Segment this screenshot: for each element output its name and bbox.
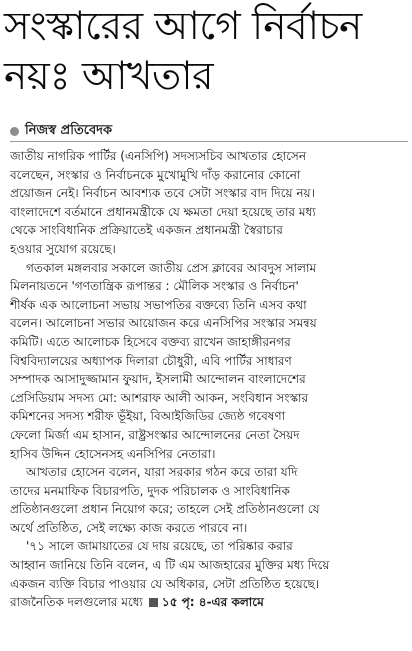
article-body [10,147,408,612]
headline-line-2: নয়ঃ আখতার [4,54,214,99]
text-line: শীর্ষক এক আলোচনা সভায় সভাপতির বক্তব্যে তিনি এসব কথা [10,297,307,312]
divider [10,141,408,142]
text-line: বাংলাদেশে বর্তমানে প্রধানমন্ত্রীকে যে ক্ষমতা দেয়া হয়েছে তার মধ্য [10,204,316,219]
text-line: ফেলো মির্জা এম হাসান, রাষ্ট্রসংস্কার আন্দোলনের নেতা সৈয়দ [10,427,300,442]
continuation-text: ১৫ পৃ: ৪-এর কলামে [161,595,264,610]
text-line: হাসিব উদ্দিন হোসেনসহ এনসিপির নেতারা। [10,446,216,461]
square-icon [149,598,158,607]
text-line: বলেন। আলোচনা সভার আয়োজন করে এনসিপির সংস্কার সমন্বয় [10,316,317,331]
last-line [10,593,408,612]
article-paragraph [10,259,408,464]
text-line: প্রেসিডিয়াম সদস্য মো: আশরাফ আলী আকন, সংবিধান সংস্কার [10,390,309,405]
text-line: আখতার হোসেন বলেন, যারা সরকার গঠন করে তারা যদি [26,465,298,480]
text-line: থেকে সাংবিধানিক প্রক্রিয়াতেই একজন প্রধানমন্ত্রী স্বৈরাচার [10,223,283,238]
text-line: '৭১ সালে জামায়াতের যে দায় রয়েছে, তা পরিষ্কার করার [26,539,293,554]
continuation-link[interactable] [149,593,264,612]
headline [4,2,408,102]
text-line: একজন ব্যক্তি বিচার পাওয়ার যে অধিকার, সেটা প্রতিষ্ঠিত হয়েছে। [10,576,320,591]
text-line: কমিশনের সদস্য শরীফ ভূঁইয়া, বিআইজিডির জ্যেষ্ঠ গবেষণা [10,409,286,424]
headline-line-1: সংস্কারের আগে নির্বাচন [4,4,362,49]
text-line: সম্পাদক আসাদুজ্জামান ফুয়াদ, ইসলামী আন্দোলন বাংলাদেশের [10,372,306,387]
text-line: বলেছেন, সংস্কার ও নির্বাচনকে মুখোমুখি দাঁড় করানোর কোনো [10,167,301,182]
article-paragraph [10,463,408,537]
bullet-icon [10,127,19,136]
text-line: হওয়ার সুযোগ রয়েছে। [10,241,116,256]
text-line: মিলনায়তনে 'গণতান্ত্রিক রূপান্তর : মৌলিক সংস্কার ও নির্বাচন' [10,279,299,294]
text-line: গতকাল মঙ্গলবার সকালে জাতীয় প্রেস ক্লাবের আবদুস সালাম [26,260,317,275]
text-line: প্রতিষ্ঠানগুলো প্রধান নিয়োগ করে; তাহলে সেই প্রতিষ্ঠানগুলো যে [10,502,320,517]
text-line: প্রয়োজন নেই। নির্বাচন আবশ্যক তবে সেটা সংস্কার বাদ দিয়ে নয়। [10,186,315,201]
article-paragraph [10,537,408,593]
byline [10,121,112,142]
byline-text: নিজস্ব প্রতিবেদক [25,123,113,138]
text-line: অর্থে প্রতিষ্ঠিত, সেই লক্ষ্যে কাজ করতে পারবে না। [10,520,248,535]
article-paragraph [10,147,408,259]
last-line-text: রাজনৈতিক দলগুলোর মধ্যে [10,595,143,610]
text-line: তাদের মনমাফিক বিচারপতি, দুদক পরিচালক ও সাংবিধানিক [10,483,290,498]
text-line: জাতীয় নাগরিক পার্টির (এনসিপি) সদস্যসচিব আখতার হোসেন [10,149,307,163]
text-line: কমিটি। এতে আলোচক হিসেবে বক্তব্য রাখেন জাহাঙ্গীরনগর [10,334,291,349]
text-line: আহ্বান জানিয়ে তিনি বলেন, এ টি এম আজহারের মুক্তির মধ্য দিয়ে [10,558,330,573]
text-line: বিশ্ববিদ্যালয়ের অধ্যাপক দিলারা চৌধুরী, এবি পার্টির সাধারণ [10,353,292,368]
